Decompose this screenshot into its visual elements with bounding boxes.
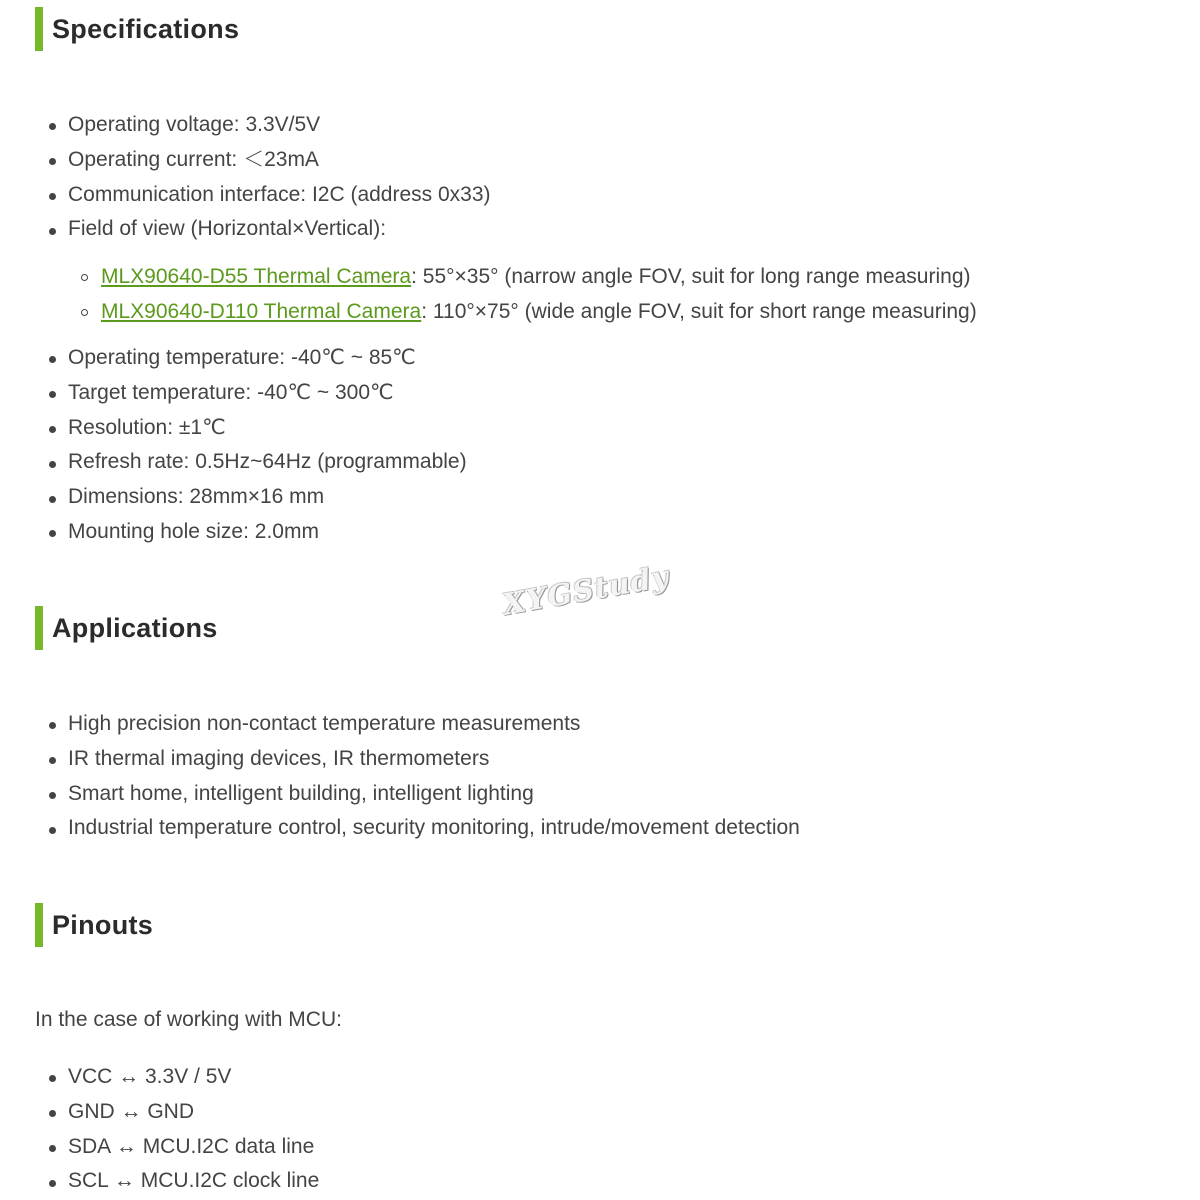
heading-accent-bar xyxy=(35,606,43,650)
bullet-dot-icon xyxy=(49,1075,56,1082)
pinouts-title: Pinouts xyxy=(52,909,154,940)
bullet-dot-icon xyxy=(49,461,56,468)
list-item: GND ↔ GND xyxy=(0,1095,319,1130)
list-item: Target temperature: -40℃ ~ 300℃ xyxy=(0,376,467,411)
pinouts-intro: In the case of working with MCU: xyxy=(35,1008,342,1031)
fov-sublist xyxy=(0,259,977,329)
applications-title: Applications xyxy=(52,612,218,643)
fov-item-d55: MLX90640-D55 Thermal Camera: 55°×35° (narrow angle FOV, suit for long range measuring) xyxy=(0,259,977,294)
applications-heading xyxy=(35,606,218,650)
bullet-dot-icon xyxy=(49,123,56,130)
bullet-dot-icon xyxy=(49,757,56,764)
bullet-dot-icon xyxy=(49,530,56,537)
bullet-dot-icon xyxy=(49,391,56,398)
bullet-dot-icon xyxy=(49,827,56,834)
list-item: Dimensions: 28mm×16 mm xyxy=(0,480,467,515)
bullet-dot-icon xyxy=(49,1145,56,1152)
list-item: SCL ↔ MCU.I2C clock line xyxy=(0,1164,319,1199)
list-item: Mounting hole size: 2.0mm xyxy=(0,515,467,550)
bullet-dot-icon xyxy=(49,356,56,363)
heading-accent-bar xyxy=(35,7,43,51)
specifications-heading xyxy=(35,7,239,51)
list-item: Communication interface: I2C (address 0x33) xyxy=(0,178,491,213)
bullet-dot-icon xyxy=(49,1110,56,1117)
bullet-dot-icon xyxy=(49,792,56,799)
list-item: Industrial temperature control, security monitoring, intrude/movement detection xyxy=(0,811,800,846)
list-item: Operating temperature: -40℃ ~ 85℃ xyxy=(0,341,467,376)
applications-list xyxy=(0,707,800,846)
bullet-dot-icon xyxy=(49,228,56,235)
mlx90640-d110-link[interactable]: MLX90640-D110 Thermal Camera xyxy=(101,300,422,323)
bullet-dot-icon xyxy=(49,158,56,165)
fov-item-d110: MLX90640-D110 Thermal Camera: 110°×75° (wide angle FOV, suit for short range measuring) xyxy=(0,294,977,329)
specifications-list-continued xyxy=(0,341,467,550)
pinouts-heading xyxy=(35,903,153,947)
specifications-title: Specifications xyxy=(52,13,240,44)
list-item: Resolution: ±1℃ xyxy=(0,411,467,446)
bullet-dot-icon xyxy=(49,1180,56,1187)
list-item: Smart home, intelligent building, intelligent lighting xyxy=(0,777,800,812)
list-item: Operating current: ＜23mA xyxy=(0,143,491,178)
list-item: High precision non-contact temperature measurements xyxy=(0,707,800,742)
pinouts-list xyxy=(0,1060,319,1199)
list-item: Refresh rate: 0.5Hz~64Hz (programmable) xyxy=(0,445,467,480)
list-item: SDA ↔ MCU.I2C data line xyxy=(0,1130,319,1165)
watermark: XYGStudy xyxy=(500,558,672,622)
list-item: Field of view (Horizontal×Vertical): xyxy=(0,212,491,247)
bullet-circle-icon xyxy=(81,309,88,316)
mlx90640-d55-link[interactable]: MLX90640-D55 Thermal Camera xyxy=(101,265,412,288)
list-item: Operating voltage: 3.3V/5V xyxy=(0,108,491,143)
heading-accent-bar xyxy=(35,903,43,947)
specifications-list xyxy=(0,108,491,247)
bullet-dot-icon xyxy=(49,426,56,433)
bullet-dot-icon xyxy=(49,496,56,503)
list-item: IR thermal imaging devices, IR thermometers xyxy=(0,742,800,777)
bullet-dot-icon xyxy=(49,193,56,200)
bullet-circle-icon xyxy=(81,274,88,281)
bullet-dot-icon xyxy=(49,722,56,729)
list-item: VCC ↔ 3.3V / 5V xyxy=(0,1060,319,1095)
